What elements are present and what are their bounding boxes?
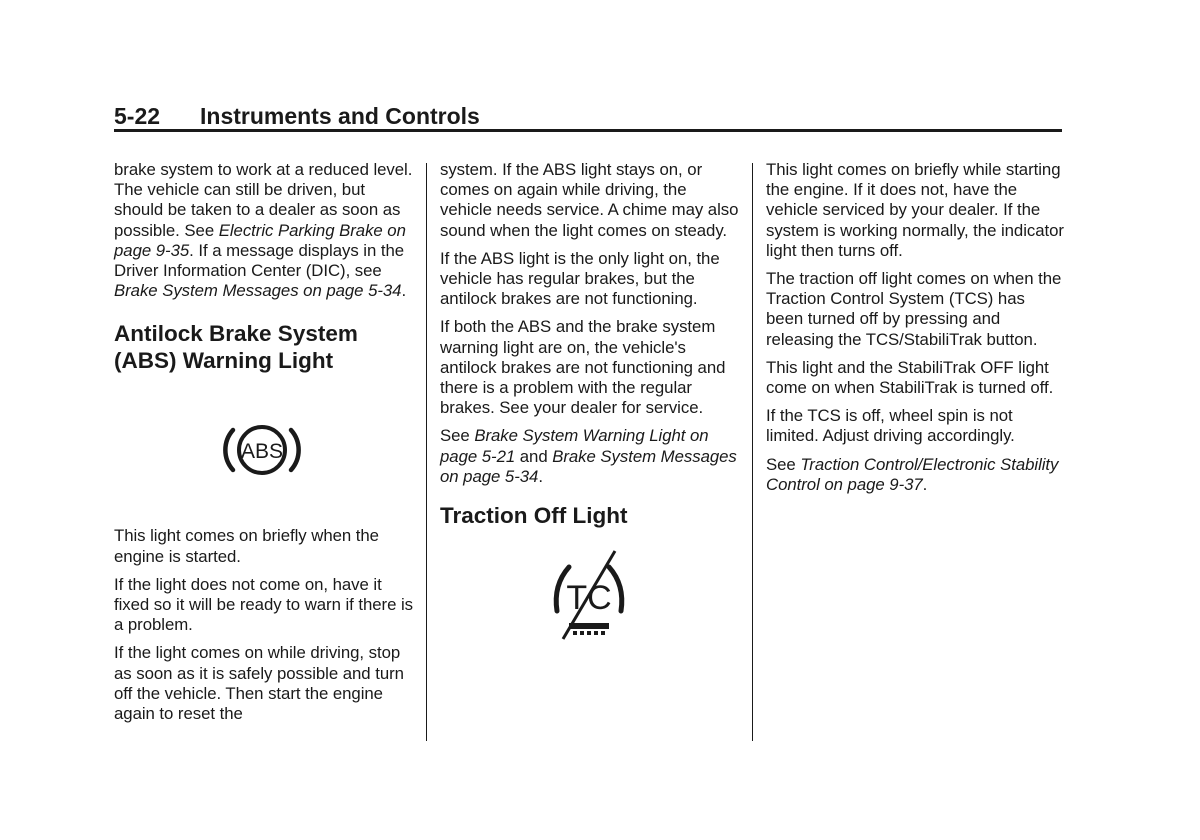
traction-off-heading: Traction Off Light (440, 503, 628, 529)
section-title: Instruments and Controls (200, 103, 480, 129)
paragraph: This light comes on briefly while starting the engine. If it does not, have the vehicle serviced by your dealer. If the system is working normally, the indicator light then turns off. (766, 160, 1064, 260)
paragraph: If the ABS light is the only light on, the vehicle has regular brakes, but the antilock brakes are not functioning. (440, 248, 720, 309)
paragraph: See Brake System Warning Light on page 5-21 and Brake System Messages on page 5-34. (440, 426, 737, 486)
cross-reference: Brake System Warning Light on page 5-21 (440, 426, 709, 466)
svg-text:TC: TC (565, 578, 612, 617)
paragraph: If the TCS is off, wheel spin is not limited. Adjust driving accordingly. (766, 406, 1015, 446)
paragraph: brake system to work at a reduced level. The vehicle can still be driven, but should be taken to a dealer as soon as possible. See Electric Parking Brake on page 9-35. If a message displays in the Driver Information Center (DIC), see Brake System Messages on page 5-34. (114, 160, 413, 301)
page-number: 5-22 (114, 103, 161, 129)
cross-reference: Brake System Messages on page 5-34 (440, 446, 737, 486)
paragraph: If the light comes on while driving, stop as soon as it is safely possible and turn off the vehicle. Then start the engine again to reset the (114, 643, 404, 724)
abs-warning-icon (109, 414, 414, 486)
page-header (114, 101, 1062, 131)
cross-reference: Traction Control/Electronic Stability Control on page 9-37 (766, 454, 1059, 494)
paragraph: This light and the StabiliTrak OFF light come on when StabiliTrak is turned off. (766, 357, 1054, 398)
paragraph: The traction off light comes on when the Traction Control System (TCS) has been turned off by pressing and releasing the TCS/StabiliTrak button. (766, 269, 1062, 349)
paragraph: If the light does not come on, have it fixed so it will be ready to warn if there is a problem. (114, 574, 414, 635)
column-divider (426, 163, 427, 741)
svg-text:ABS: ABS (240, 440, 283, 464)
abs-heading: Antilock Brake System (ABS) Warning Light (114, 321, 358, 373)
paragraph: system. If the ABS light stays on, or comes on again while driving, the vehicle needs service. A chime may also sound when the light comes on steady. (440, 160, 739, 240)
paragraph: This light comes on briefly when the engine is started. (114, 526, 379, 566)
header-rule (114, 129, 1062, 132)
traction-off-icon (437, 544, 740, 644)
paragraph: See Traction Control/Electronic Stability Control on page 9-37. (766, 454, 1059, 494)
column-divider (752, 163, 753, 741)
column-left (114, 160, 414, 732)
paragraph: If both the ABS and the brake system warning light are on, the vehicle's antilock brakes are not functioning and there is a problem with the regular brakes. See your dealer for service. (440, 317, 726, 418)
cross-reference: Electric Parking Brake on page 9-35 (114, 220, 406, 260)
column-right (766, 160, 1066, 503)
cross-reference: Brake System Messages on page 5-34 (114, 281, 402, 301)
column-middle (440, 160, 740, 644)
